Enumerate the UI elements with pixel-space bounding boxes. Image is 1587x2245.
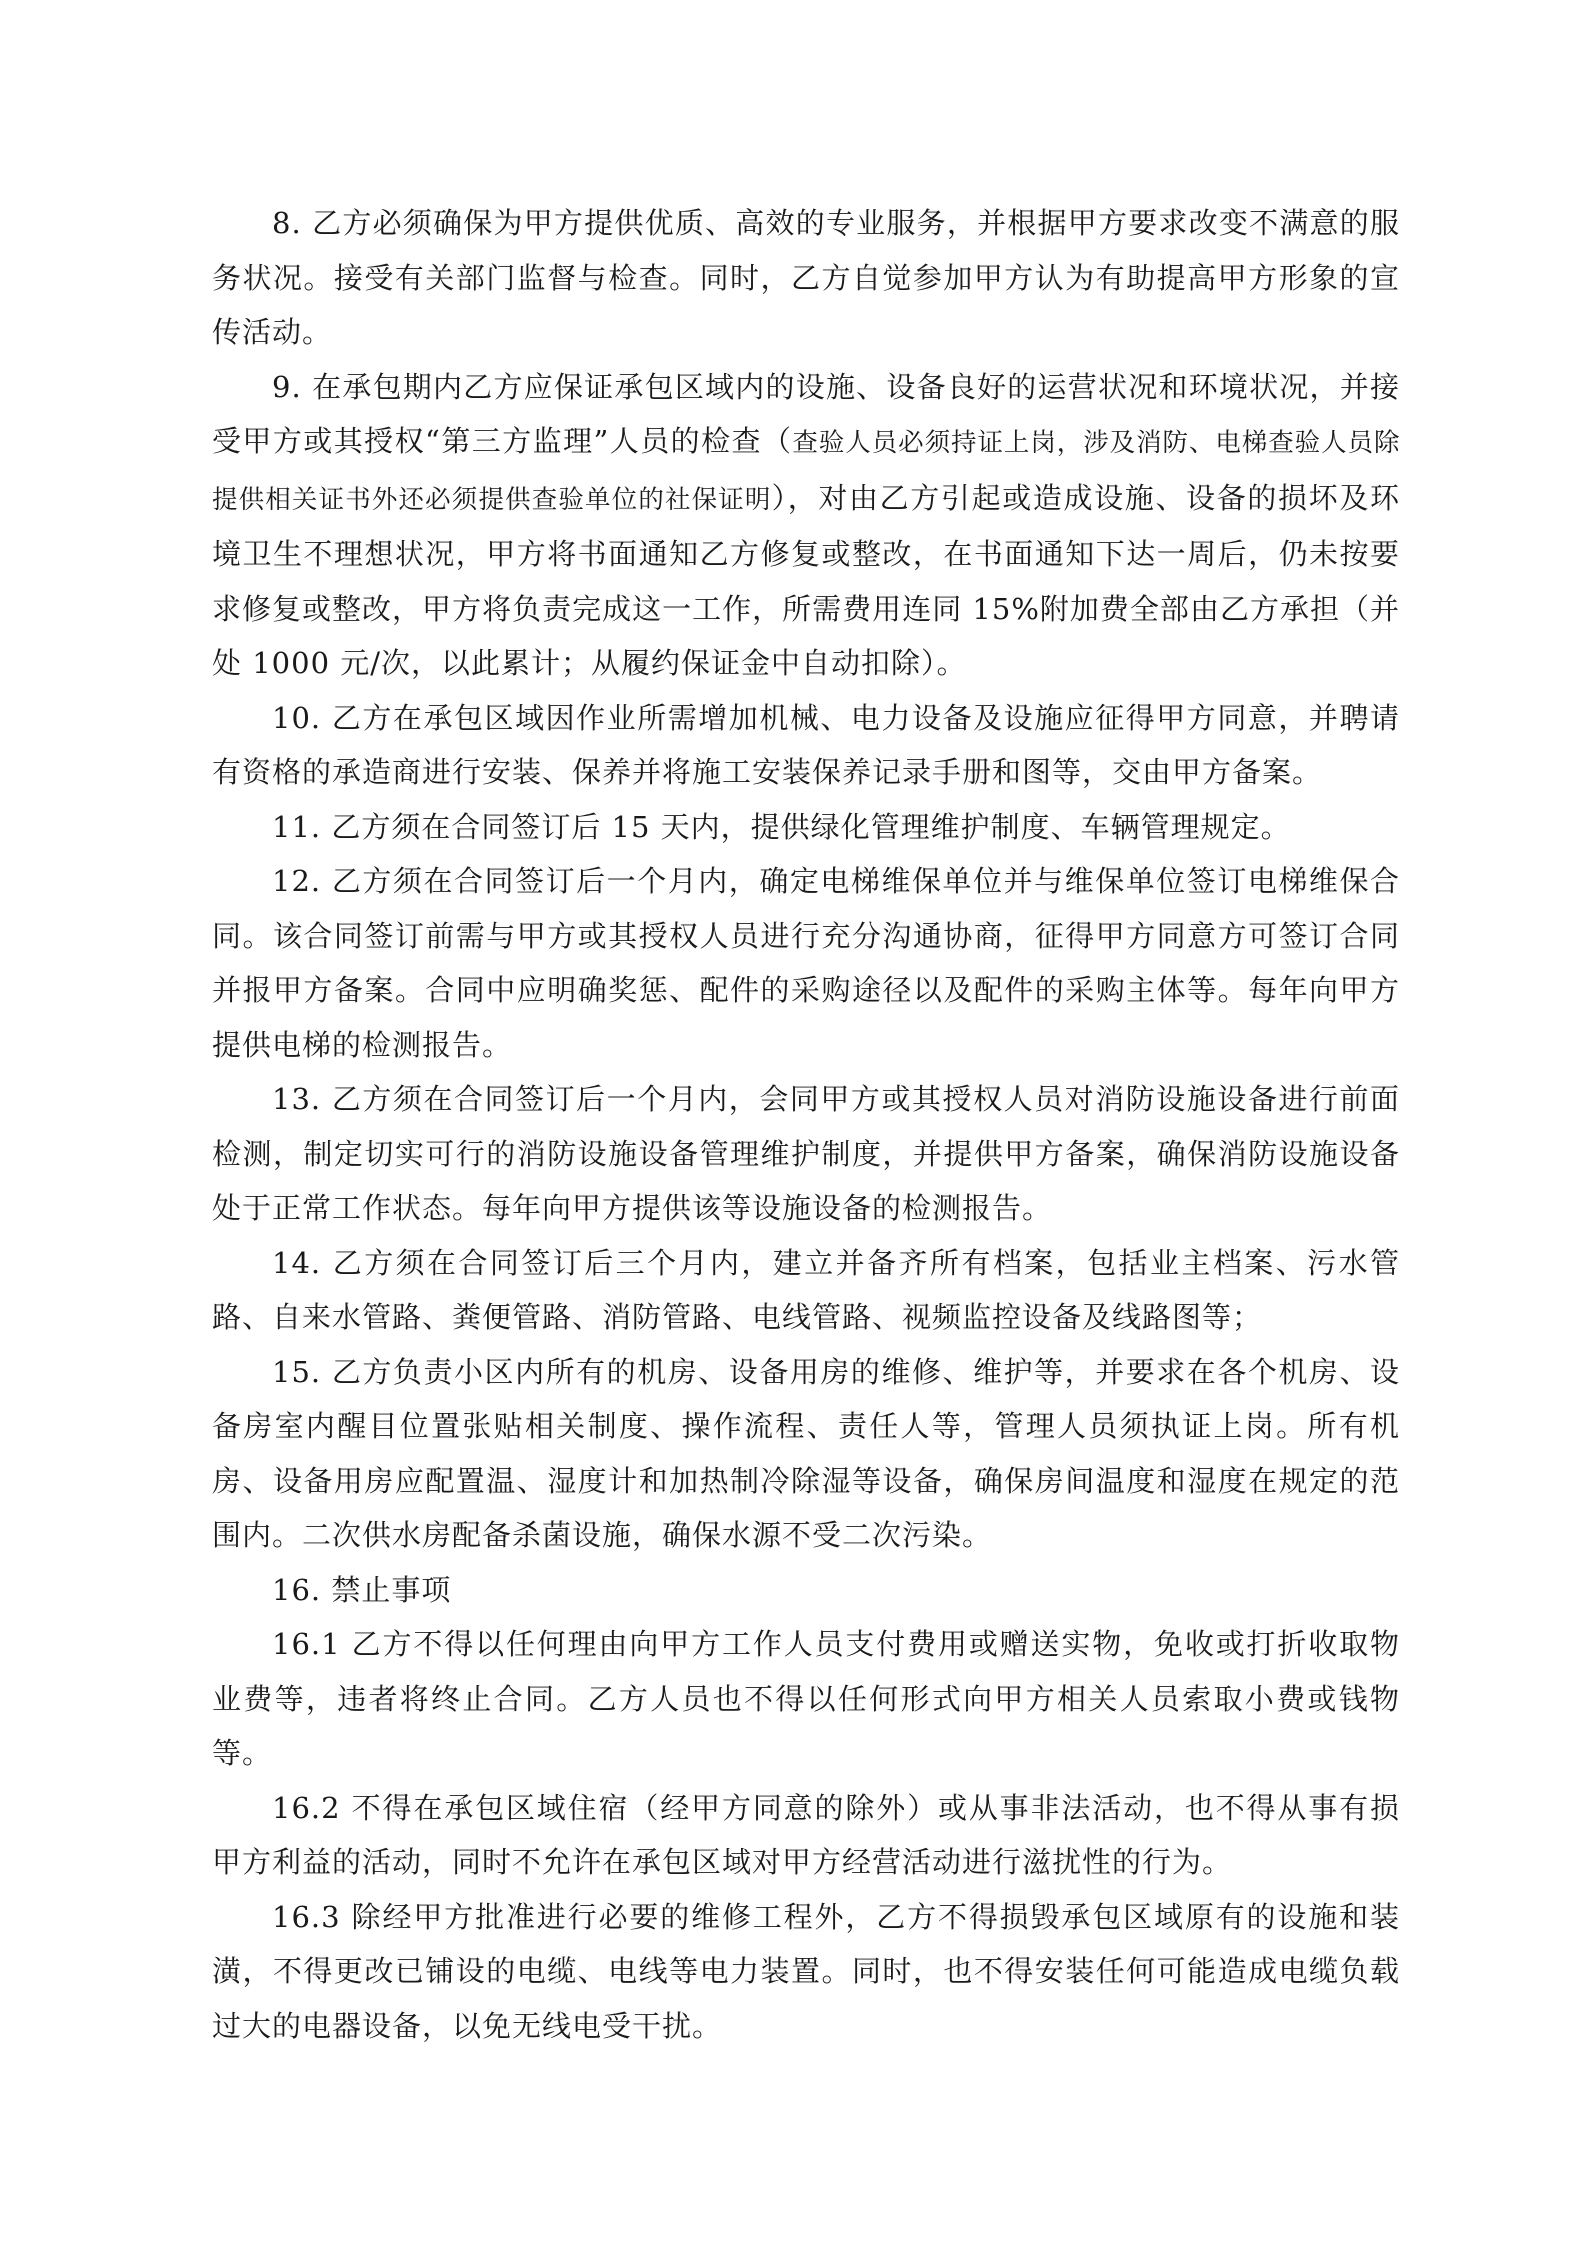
clause-11: 11. 乙方须在合同签订后 15 天内，提供绿化管理维护制度、车辆管理规定。 — [272, 809, 1291, 844]
clause-8: 8. 乙方必须确保为甲方提供优质、高效的专业服务，并根据甲方要求改变不满意的服务状况。接受有关部门监督与检查。同时，乙方自觉参加甲方认为有助提高甲方形象的宣传活动。 — [212, 206, 1400, 349]
clause-16-heading: 16. 禁止事项 — [272, 1572, 452, 1607]
clause-16-3: 16.3 除经甲方批准进行必要的维修工程外，乙方不得损毁承包区域原有的设施和装潢，不得更改已铺设的电缆、电线等电力装置。同时，也不得安装任何可能造成电缆负载过大的电器设备，以免无线电受干扰。 — [212, 1899, 1400, 2043]
clause-14: 14. 乙方须在合同签订后三个月内，建立并备齐所有档案，包括业主档案、污水管路、自来水管路、粪便管路、消防管路、电线管路、视频监控设备及线路图等； — [212, 1245, 1400, 1334]
clause-9-text-start: 9. 在承包期内乙方应保证承包区域内的设施、设备良好的运营状况和环境状况，并接受甲方或其授权“第三方监理”人员的检查（ — [212, 369, 1400, 458]
clause-15: 15. 乙方负责小区内所有的机房、设备用房的维修、维护等，并要求在各个机房、设备房室内醒目位置张贴相关制度、操作流程、责任人等，管理人员须执证上岗。所有机房、设备用房应配置温、湿度计和加热制冷除湿等设备，确保房间温度和湿度在规定的范围内。二次供水房配备杀菌设施，确保水源不受二次污染。 — [212, 1354, 1400, 1552]
clause-10: 10. 乙方在承包区域因作业所需增加机械、电力设备及设施应征得甲方同意，并聘请有资格的承造商进行安装、保养并将施工安装保养记录手册和图等，交由甲方备案。 — [212, 700, 1400, 789]
document-body — [212, 196, 1400, 2053]
clause-9-inspector-note: 查验人员必须持证上岗，涉及消防、电梯查验人员除提供相关证书外还必须提供查验单位的社保证明 — [212, 428, 1400, 515]
clause-16-2: 16.2 不得在承包区域住宿（经甲方同意的除外）或从事非法活动，也不得从事有损甲方利益的活动，同时不允许在承包区域对甲方经营活动进行滋扰性的行为。 — [212, 1790, 1400, 1879]
clause-12: 12. 乙方须在合同签订后一个月内，确定电梯维保单位并与维保单位签订电梯维保合同。该合同签订前需与甲方或其授权人员进行充分沟通协商，征得甲方同意方可签订合同并报甲方备案。合同中应明确奖惩、配件的采购途径以及配件的采购主体等。每年向甲方提供电梯的检测报告。 — [212, 864, 1400, 1062]
clause-13: 13. 乙方须在合同签订后一个月内，会同甲方或其授权人员对消防设施设备进行前面检测，制定切实可行的消防设施设备管理维护制度，并提供甲方备案，确保消防设施设备处于正常工作状态。每年向甲方提供该等设施设备的检测报告。 — [212, 1082, 1400, 1225]
clause-9-text-end: ），对由乙方引起或造成设施、设备的损坏及环境卫生不理想状况，甲方将书面通知乙方修复或整改，在书面通知下达一周后，仍未按要求修复或整改，甲方将负责完成这一工作，所需费用连同 15%附加费全部由乙方承担（并处 1000 元/次，以此累计；从履约保证金中自动扣除）。 — [212, 480, 1400, 680]
clause-16-1: 16.1 乙方不得以任何理由向甲方工作人员支付费用或赠送实物，免收或打折收取物业费等，违者将终止合同。乙方人员也不得以任何形式向甲方相关人员索取小费或钱物等。 — [212, 1627, 1400, 1770]
clause-9 — [212, 360, 1400, 691]
